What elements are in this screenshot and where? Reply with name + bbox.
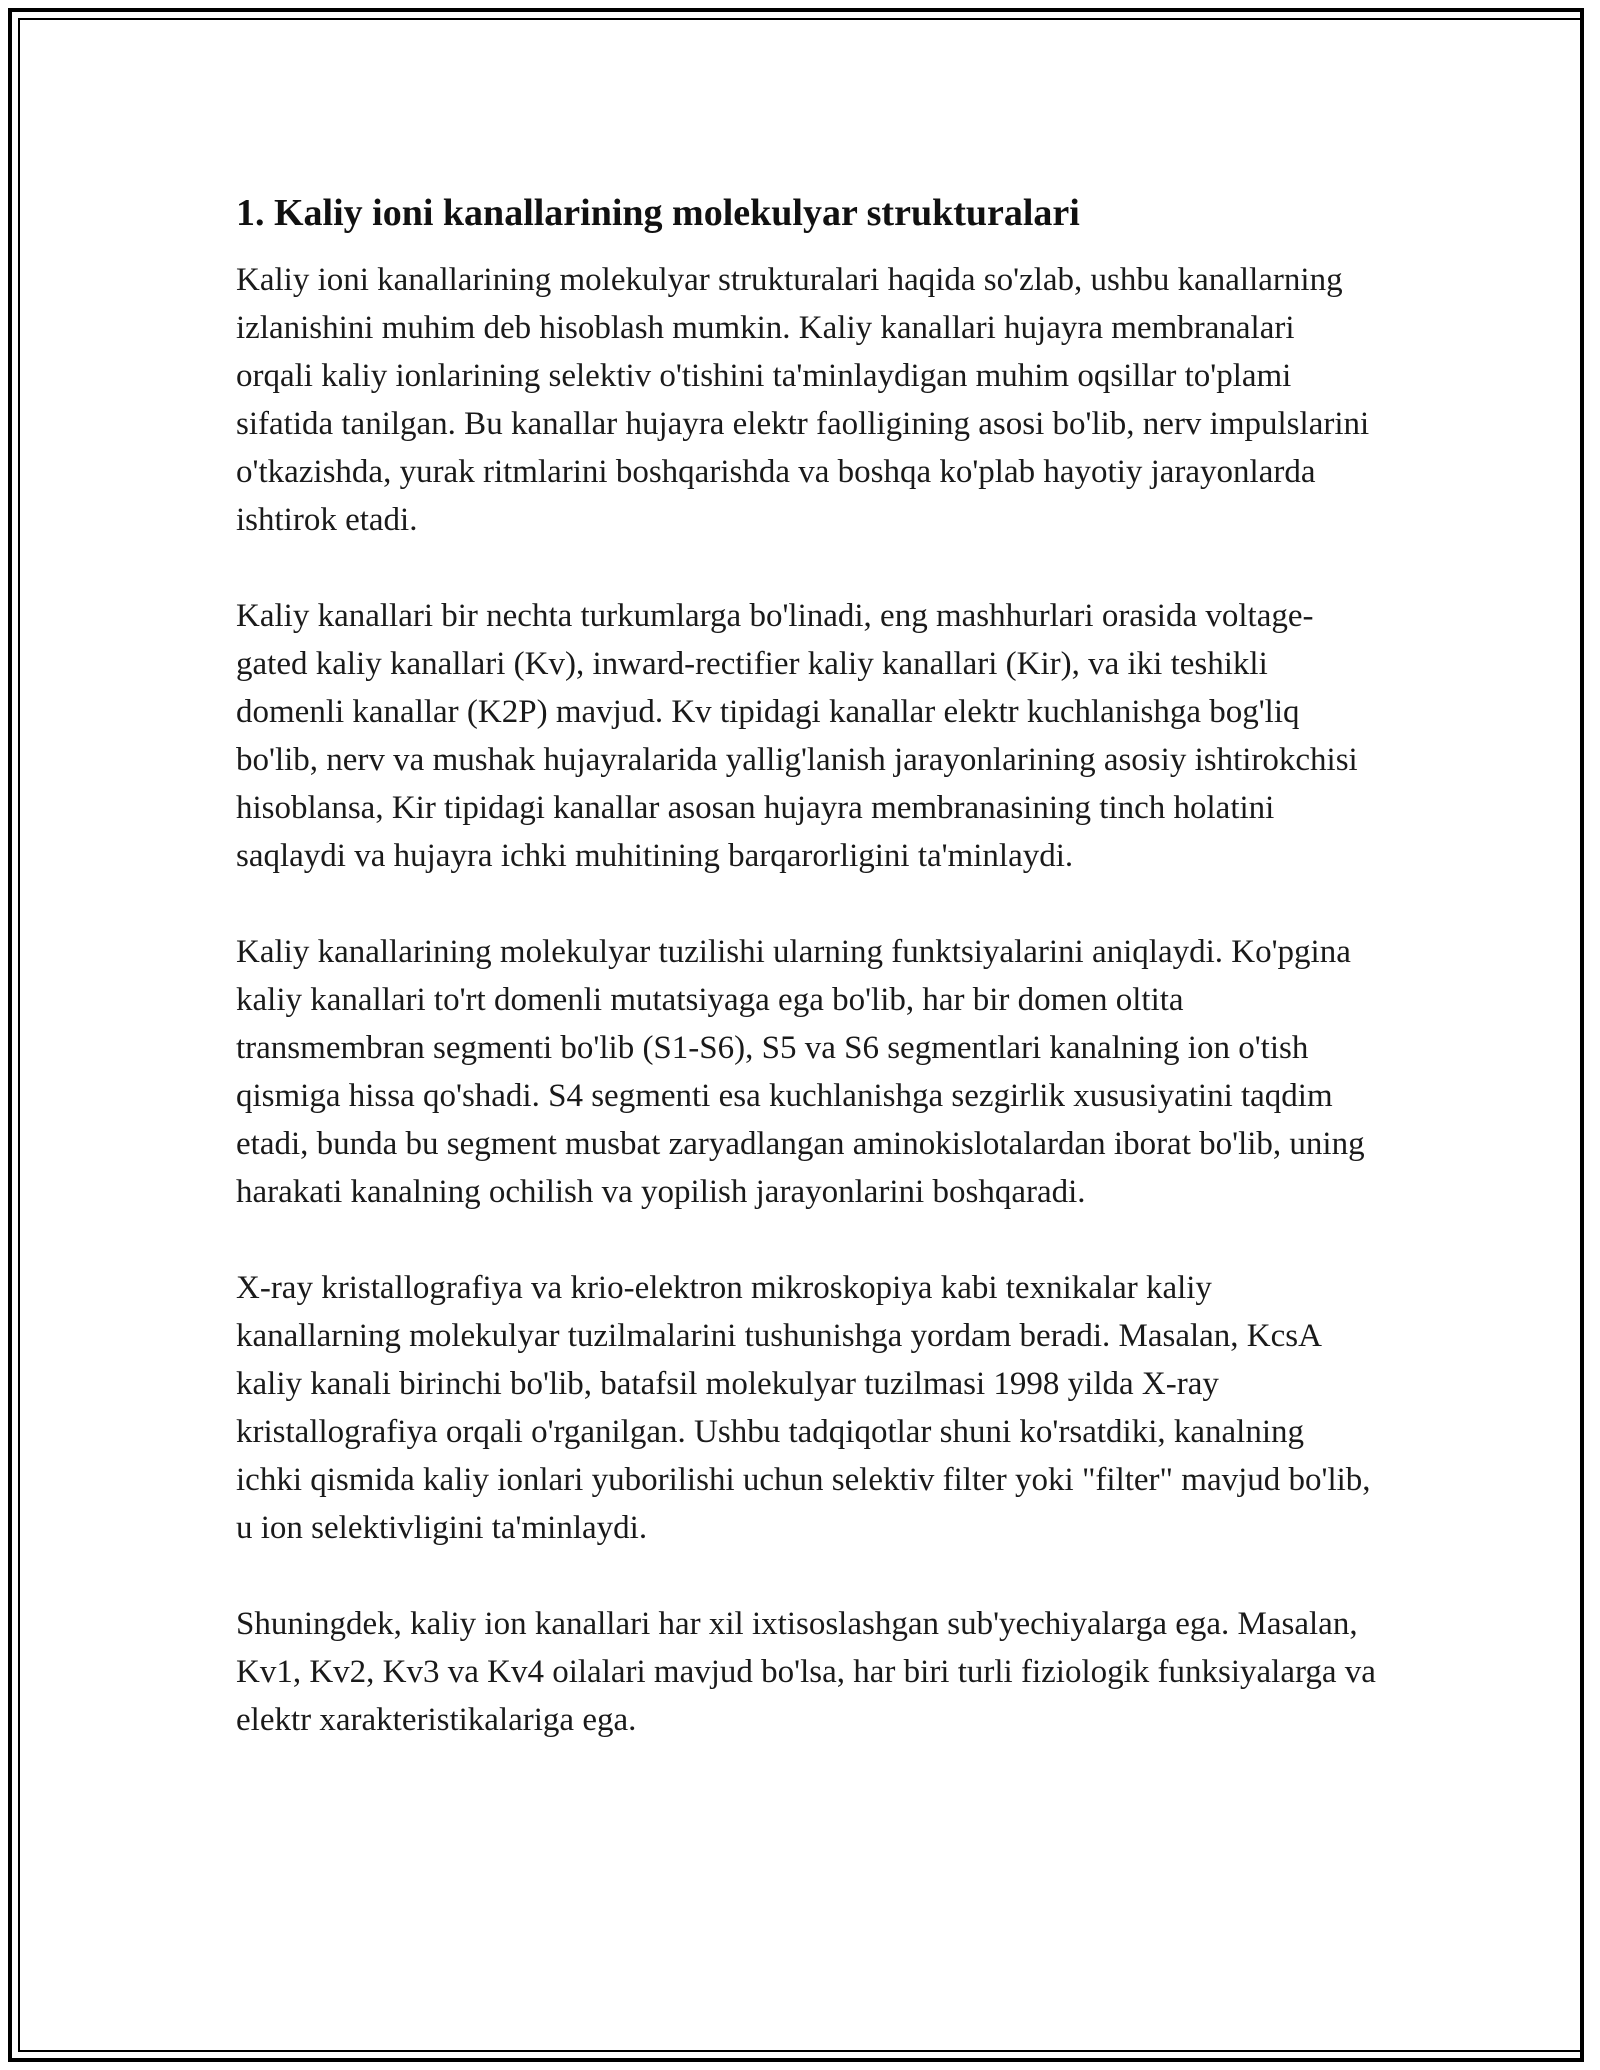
document-body xyxy=(236,188,1376,1744)
paragraph-3: Kaliy kanallarining molekulyar tuzilishi ularning funktsiyalarini aniqlaydi. Ko'pgina kaliy kanallari to'rt domenli mutatsiyaga ega bo'lib, har bir domen oltita transmembran segmenti bo'lib (S1-S6), S5 va S6 segmentlari kanalning ion o'tish qismiga hissa qo'shadi. S4 segmenti esa kuchlanishga sezgirlik xususiyatini taqdim etadi, bunda bu segment musbat zaryadlangan aminokislotalardan iborat bo'lib, uning harakati kanalning ochilish va yopilish jarayonlarini boshqaradi. xyxy=(236,934,1365,1210)
paragraph-5: Shuningdek, kaliy ion kanallari har xil ixtisoslashgan sub'yechiyalarga ega. Masalan, Kv1, Kv2, Kv3 va Kv4 oilalari mavjud bo'lsa, har biri turli fiziologik funksiyalarga va elektr xarakteristikalariga ega. xyxy=(236,1606,1376,1738)
paragraph-2: Kaliy kanallari bir nechta turkumlarga bo'linadi, eng mashhurlari orasida voltage-gated kaliy kanallari (Kv), inward-rectifier kaliy kanallari (Kir), va iki teshikli domenli kanallar (K2P) mavjud. Kv tipidagi kanallar elektr kuchlanishga bog'liq bo'lib, nerv va mushak hujayralarida yallig'lanish jarayonlarining asosiy ishtirokchisi hisoblansa, Kir tipidagi kanallar asosan hujayra membranasining tinch holatini saqlaydi va hujayra ichki muhitining barqarorligini ta'minlaydi. xyxy=(236,598,1358,874)
paragraph-1: Kaliy ioni kanallarining molekulyar strukturalari haqida so'zlab, ushbu kanallarning izlanishini muhim deb hisoblash mumkin. Kaliy kanallari hujayra membranalari orqali kaliy ionlarining selektiv o'tishini ta'minlaydigan muhim oqsillar to'plami sifatida tanilgan. Bu kanallar hujayra elektr faolligining asosi bo'lib, nerv impulslarini o'tkazishda, yurak ritmlarini boshqarishda va boshqa ko'plab hayotiy jarayonlarda ishtirok etadi. xyxy=(236,262,1370,538)
paragraph-4: X-ray kristallografiya va krio-elektron mikroskopiya kabi texnikalar kaliy kanallarning molekulyar tuzilmalarini tushunishga yordam beradi. Masalan, KcsA kaliy kanali birinchi bo'lib, batafsil molekulyar tuzilmasi 1998 yilda X-ray kristallografiya orqali o'rganilgan. Ushbu tadqiqotlar shuni ko'rsatdiki, kanalning ichki qismida kaliy ionlari yuborilishi uchun selektiv filter yoki "filter" mavjud bo'lib, u ion selektivligini ta'minlaydi. xyxy=(236,1270,1371,1546)
section-heading: 1. Kaliy ioni kanallarining molekulyar strukturalari xyxy=(236,192,1080,234)
